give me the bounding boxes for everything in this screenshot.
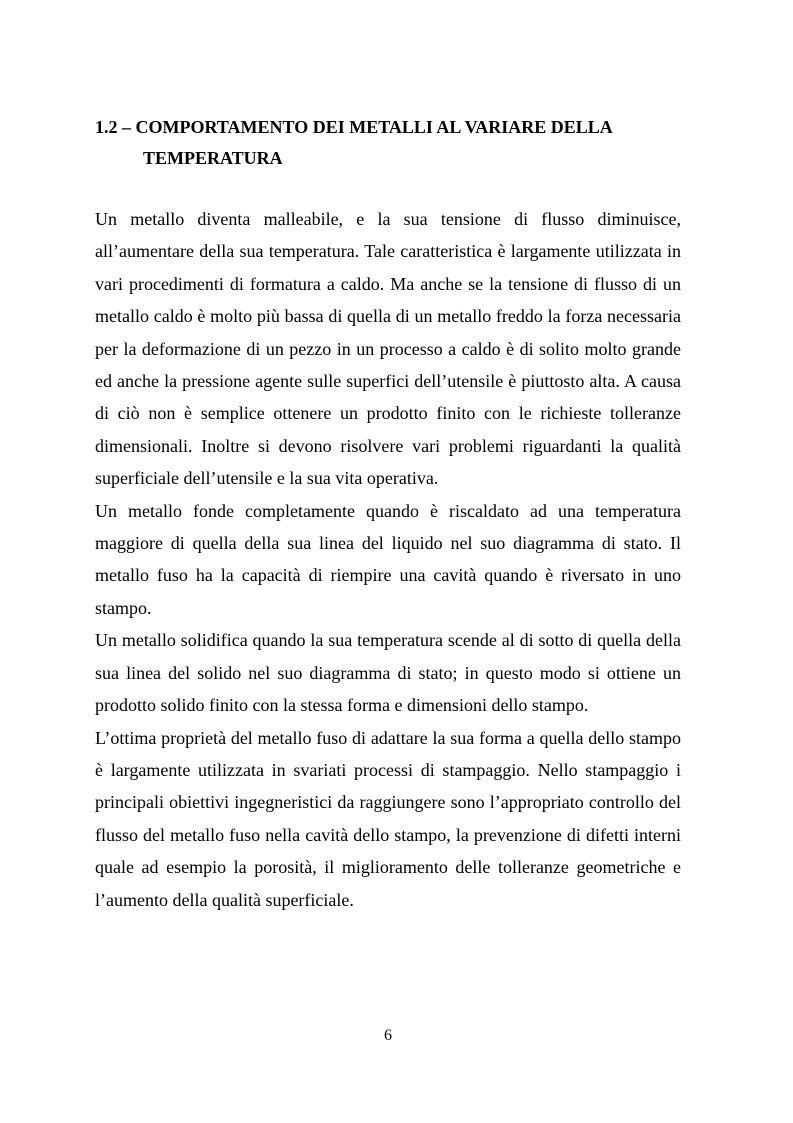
paragraph-1: Un metallo diventa malleabile, e la sua tensione di flusso diminuisce, all’aumentare della sua temperatura. Tale caratteristica è largamente utilizzata in vari procedimenti di formatura a caldo. Ma anche se la tensione di flusso di un metallo caldo è molto più bassa di quella di un metallo freddo la forza necessaria per la deformazione di un pezzo in un processo a caldo è di solito molto grande ed anche la pressione agente sulle superfici dell’utensile è piuttosto alta. A causa di ciò non è semplice ottenere un prodotto finito con le richieste tolleranze dimensionali. Inoltre si devono risolvere vari problemi riguardanti la qualità superficiale dell’utensile e la sua vita operativa. (95, 209, 681, 489)
section-heading-line-2: TEMPERATURA (143, 148, 283, 168)
section-heading-line-1: 1.2 – COMPORTAMENTO DEI METALLI AL VARIARE DELLA (95, 117, 613, 137)
paragraph-4: L’ottima proprietà del metallo fuso di adattare la sua forma a quella dello stampo è largamente utilizzata in svariati processi di stampaggio. Nello stampaggio i principali obiettivi ingegneristici da raggiungere sono l’appropriato controllo del flusso del metallo fuso nella cavità dello stampo, la prevenzione di difetti interni quale ad esempio la porosità, il miglioramento delle tolleranze geometriche e l’aumento della qualità superficiale. (95, 727, 681, 910)
body-text (95, 203, 681, 916)
paragraph-3: Un metallo solidifica quando la sua temperatura scende al di sotto di quella della sua linea del solido nel suo diagramma di stato; in questo modo si ottiene un prodotto solido finito con la stessa forma e dimensioni dello stampo. (95, 630, 681, 716)
section-heading (95, 112, 695, 174)
paragraph-2: Un metallo fonde completamente quando è riscaldato ad una temperatura maggiore di quella della sua linea del liquido nel suo diagramma di stato. Il metallo fuso ha la capacità di riempire una cavità quando è riversato in uno stampo. (95, 500, 681, 618)
page-number: 6 (384, 1027, 392, 1044)
